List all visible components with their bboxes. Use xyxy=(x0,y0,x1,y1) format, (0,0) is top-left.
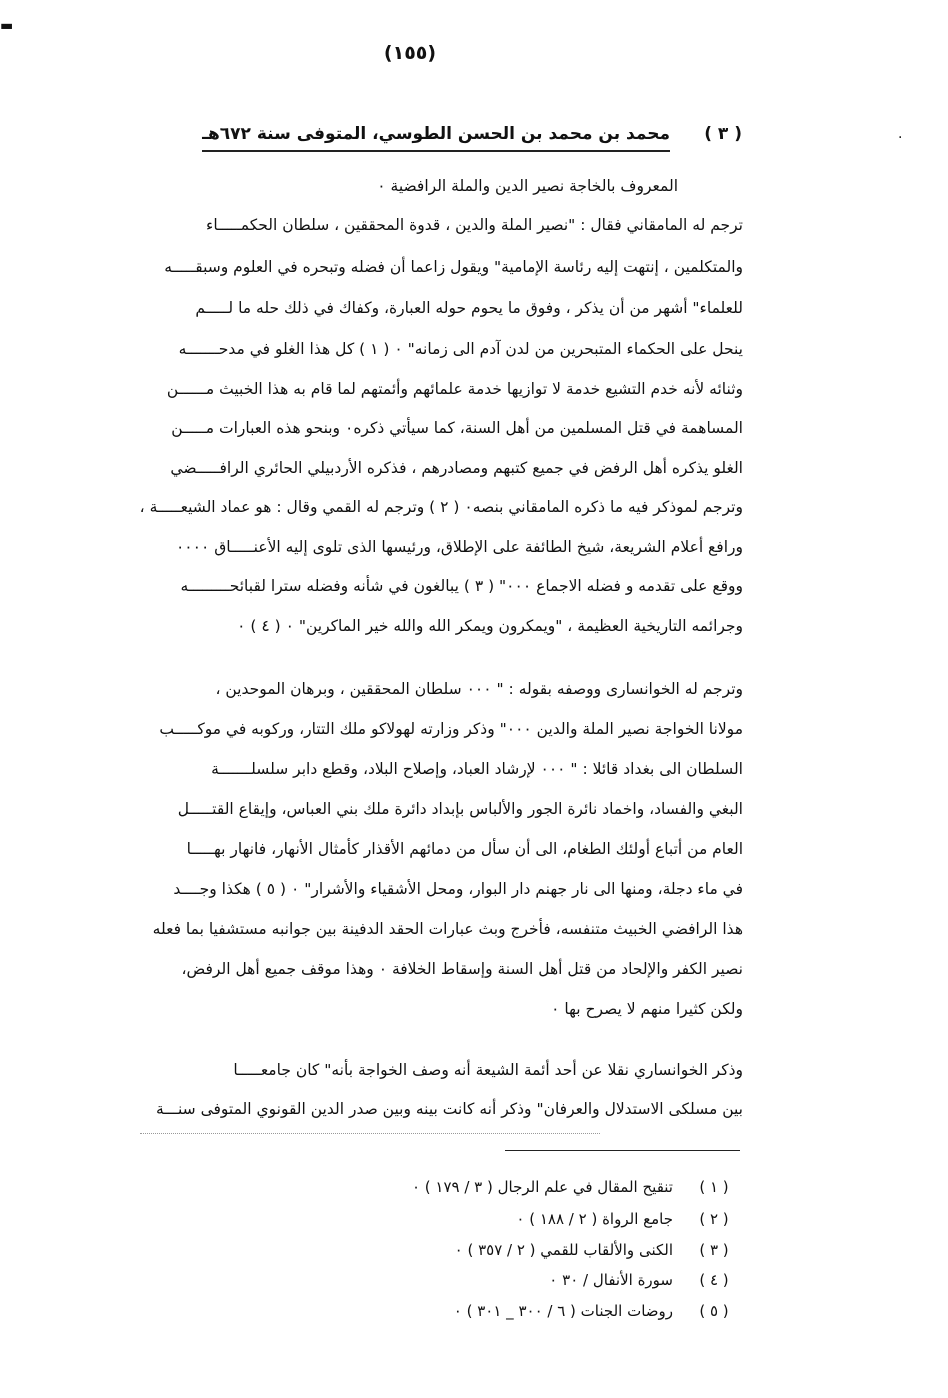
body-line: ترجم له المامقاني فقال : "نصير الملة والدين ، قدوة المحققين ، سلطان الحكمـــــاء xyxy=(206,216,743,234)
footnote xyxy=(455,1238,743,1264)
body-line: المساهمة في قتل المسلمين من أهل السنة، كما سيأتي ذكره٠ وبنحو هذه العبارات مـــــن xyxy=(171,419,743,437)
footnote-number: ( ٤ ) xyxy=(699,1271,729,1289)
footnote xyxy=(549,1268,743,1294)
body-line: مولانا الخواجة نصير الملة والدين ٠٠٠" وذكر وزارته لهولاكو ملك التتار، وركوبه في موكـــــب xyxy=(159,720,743,738)
body-line: للعلماء" أشهر من أن يذكر ، وفوق ما يحوم حوله العبارة، وكفاك في ذلك حله ما لـــــم xyxy=(195,299,743,317)
footnote-text: الكنى والألقاب للقمي ( ٢ / ٣٥٧ ) ٠ xyxy=(454,1241,673,1259)
body-line: والمتكلمين ، إنتهت إليه رئاسة الإمامية" ويقول زاعما أن فضله وتبحره في العلوم وسبقـــــه xyxy=(164,258,743,276)
body-line: وترجم لموذكر فيه ما ذكره المامقاني بنصه٠ ( ٢ ) وترجم له القمي وقال : هو عماد الشيعـــــة ، xyxy=(139,498,743,516)
body-line: وثنائه لأنه خدم التشيع خدمة لا توازيها خدمة علمائهم وأئمتهم لما قام به هذا الخبيث مــــــن xyxy=(166,380,743,398)
page-number: (١٥٥) xyxy=(383,42,437,64)
body-line: نصير الكفر والإلحاد من قتل أهل السنة وإسقاط الخلافة ٠ وهذا موقف جميع أهل الرفض، xyxy=(181,960,743,978)
heading-number: ( ٣ ) xyxy=(704,124,742,144)
body-line: ينحل على الحكماء المتبحرين من لدن آدم الى زمانه" ٠ ( ١ ) كل هذا الغلو في مدحـــــــه xyxy=(178,340,743,358)
footnote xyxy=(516,1207,743,1233)
body-line: الغلو يذكره أهل الرفض في جميع كتبهم ومصادرهم ، فذكره الأردبيلي الحائري الرافـــــضي xyxy=(170,459,743,477)
scan-edge-mark: ▬ xyxy=(0,18,14,34)
body-line: في ماء دجلة، ومنها الى نار جهنم دار البوار، ومحل الأشقياء والأشرار" ٠ ( ٥ ) هكذا وجــــد xyxy=(173,880,743,898)
scan-dotted-rule xyxy=(140,1133,600,1134)
footnote-text: تنقيح المقال في علم الرجال ( ٣ / ١٧٩ ) ٠ xyxy=(411,1178,673,1196)
footnote-text: روضات الجنات ( ٦ / ٣٠٠ _ ٣٠١ ) ٠ xyxy=(453,1302,673,1320)
body-line: البغي والفساد، واخماد نائرة الجور والألباس بإبداد دائرة ملك بني العباس، وإيقاع القتـــــل xyxy=(177,800,743,818)
stray-dot: · xyxy=(898,130,903,146)
body-line: ورافع أعلام الشريعة، شيخ الطائفة على الإطلاق، ورئيسها الذى تلوى إليه الأعنـــــاق ٠٠٠٠ xyxy=(175,538,743,556)
section-heading xyxy=(202,120,742,156)
footnote-number: ( ٥ ) xyxy=(699,1302,729,1320)
footnote-separator xyxy=(505,1150,740,1151)
body-line: وترجم له الخوانسارى ووصفه بقوله : " ٠٠٠ سلطان المحققين ، وبرهان الموحدين ، xyxy=(215,680,743,698)
body-line: وذكر الخوانساري نقلا عن أحد أئمة الشيعة أنه وصف الخواجة بأنه" كان جامعـــــا xyxy=(233,1061,743,1079)
body-line: السلطان الى بغداد قائلا : " ٠٠٠ لإرشاد العباد، وإصلاح البلاد، وقطع دابر سلسلـــــــة xyxy=(211,760,743,778)
body-line: ولكن كثيرا منهم لا يصرح بها ٠ xyxy=(551,1000,743,1018)
body-line: وجرائمه التاريخية العظيمة ، "ويمكرون ويمكر الله والله خير الماكرين" ٠ ( ٤ ) ٠ xyxy=(237,617,743,635)
footnote xyxy=(454,1299,743,1325)
body-line: بين مسلكى الاستدلال والعرفان" وذكر أنه كانت بينه وبين صدر الدين القونوي المتوفى سنـــة xyxy=(156,1100,743,1118)
body-line: هذا الرافضي الخبيث متنفسه، فأخرج وبث عبارات الحقد الدفينة بين جوانبه مستشفيا بما فعله xyxy=(152,920,743,938)
footnote-text: سورة الأنفال / ٣٠ ٠ xyxy=(549,1271,673,1289)
heading-title: محمد بن محمد بن الحسن الطوسي، المتوفى سنة ٦٧٢هـ xyxy=(202,124,670,152)
footnote-number: ( ١ ) xyxy=(699,1178,729,1196)
footnote xyxy=(412,1175,743,1201)
footnote-number: ( ٢ ) xyxy=(699,1210,729,1228)
body-line: العام من أتباع أولئك الطغام، الى أن سأل من دمائهم الأقذار كأمثال الأنهار، فانهار بهـــــا xyxy=(186,840,743,858)
body-line: المعروف بالخاجة نصير الدين والملة الرافضية ٠ xyxy=(377,177,678,195)
footnote-text: جامع الرواة ( ٢ / ١٨٨ ) ٠ xyxy=(516,1210,673,1228)
footnote-number: ( ٣ ) xyxy=(699,1241,729,1259)
body-line: ووقع على تقدمه و فضله الاجماع ٠٠٠" ( ٣ ) يبالغون في شأنه وفضله سترا لقبائحـــــــــه xyxy=(180,577,743,595)
